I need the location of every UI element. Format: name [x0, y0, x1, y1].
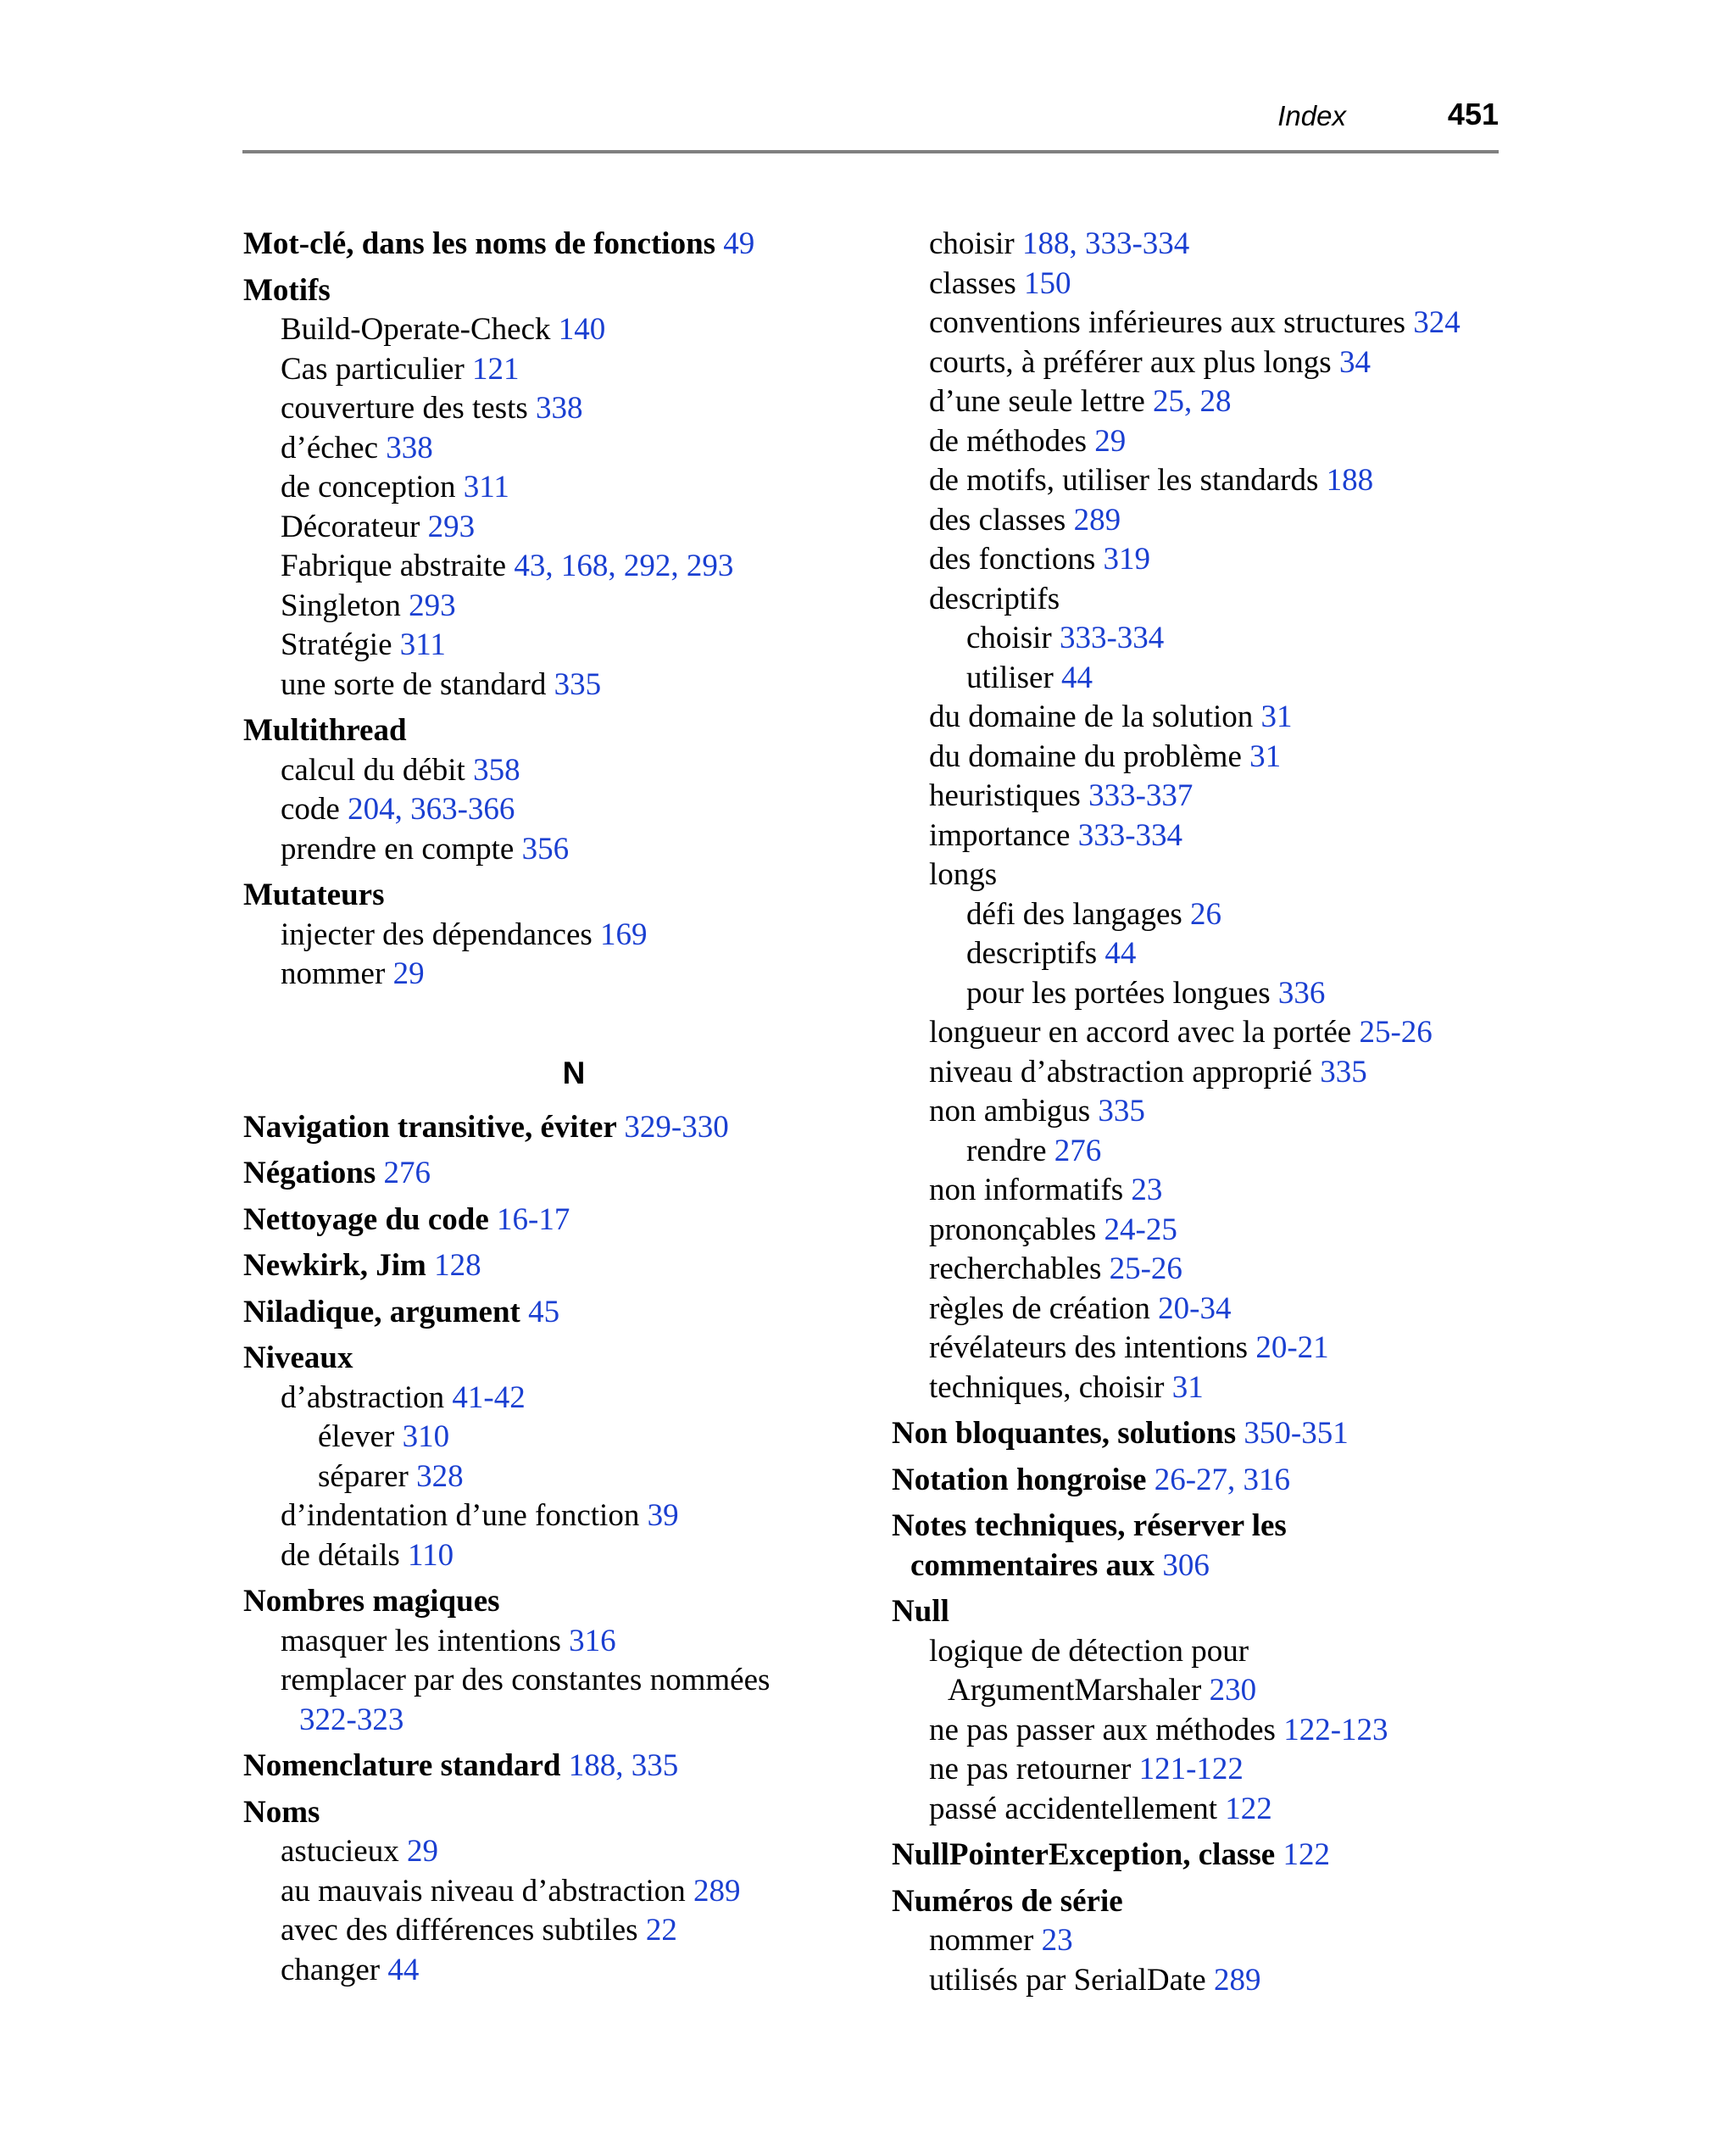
- index-term: du domaine de la solution: [929, 699, 1261, 734]
- index-term: injecter des dépendances: [281, 917, 601, 952]
- index-term: longueur en accord avec la portée: [929, 1015, 1360, 1050]
- index-term: Noms: [243, 1794, 320, 1830]
- page-refs[interactable]: 121-122: [1138, 1752, 1244, 1786]
- page-refs[interactable]: 230: [1209, 1673, 1257, 1708]
- index-term: choisir: [929, 226, 1022, 261]
- page-refs[interactable]: 350-351: [1244, 1416, 1349, 1451]
- index-term: élever: [318, 1419, 403, 1454]
- page-refs[interactable]: 311: [463, 470, 509, 504]
- page-refs[interactable]: 26: [1190, 896, 1222, 932]
- index-entry: [892, 1921, 1502, 1961]
- index-entry: [243, 1793, 854, 1833]
- page-refs[interactable]: 358: [473, 752, 520, 788]
- index-entry: [243, 1293, 854, 1333]
- page-refs[interactable]: 338: [386, 430, 433, 465]
- index-column-left: [243, 225, 854, 1990]
- index-entry: [243, 830, 854, 870]
- index-entry: [892, 738, 1502, 777]
- index-entry: [892, 501, 1502, 541]
- index-term: nommer: [929, 1923, 1042, 1958]
- index-entry: [243, 1339, 854, 1379]
- index-entry: [892, 1329, 1502, 1368]
- page-refs[interactable]: 22: [645, 1913, 677, 1948]
- index-term: commentaires aux: [910, 1547, 1163, 1583]
- index-entry: [243, 751, 854, 791]
- page-refs[interactable]: 140: [558, 312, 606, 347]
- index-entry: [243, 1418, 854, 1457]
- index-entry: [243, 468, 854, 508]
- page-refs[interactable]: 34: [1338, 344, 1371, 380]
- index-term: utilisés par SerialDate: [929, 1962, 1214, 1998]
- index-entry: [243, 1108, 854, 1148]
- index-term: règles de création: [929, 1290, 1159, 1326]
- index-term: Nombres magiques: [243, 1584, 500, 1619]
- index-entry: [892, 698, 1502, 738]
- index-entries-m: [243, 225, 854, 995]
- index-term: Numéros de série: [892, 1883, 1123, 1919]
- index-entry: [892, 1790, 1502, 1830]
- page-refs[interactable]: 293: [427, 509, 476, 544]
- page-refs[interactable]: 23: [1041, 1923, 1073, 1958]
- index-entry: [892, 225, 1502, 265]
- index-entry: [892, 382, 1502, 422]
- page-refs[interactable]: 122-123: [1283, 1712, 1388, 1747]
- index-term: descriptifs: [929, 581, 1060, 616]
- header-rule: [242, 150, 1499, 153]
- page-refs[interactable]: 26-27, 316: [1154, 1462, 1291, 1497]
- index-entry: [892, 1132, 1502, 1172]
- page-refs[interactable]: 324: [1413, 305, 1461, 340]
- page-refs[interactable]: 20-34: [1158, 1290, 1232, 1326]
- index-term: remplacer par des constantes nommées: [281, 1663, 771, 1697]
- index-term: classes: [929, 265, 1024, 301]
- index-term: Navigation transitive, éviter: [243, 1109, 625, 1145]
- page-refs[interactable]: 25-26: [1359, 1015, 1433, 1050]
- index-term: heuristiques: [929, 778, 1089, 813]
- index-term: logique de détection pour: [929, 1633, 1249, 1669]
- index-entry: [243, 790, 854, 830]
- index-entry: [892, 343, 1502, 383]
- index-term: descriptifs: [966, 936, 1105, 971]
- index-term: NullPointerException, classe: [892, 1837, 1283, 1872]
- index-term: Mutateurs: [243, 878, 385, 912]
- index-entry: [243, 711, 854, 751]
- index-entry: [892, 1211, 1502, 1251]
- index-term: Niladique, argument: [243, 1294, 529, 1329]
- page-refs[interactable]: 188, 333-334: [1021, 226, 1190, 261]
- index-entry: [892, 1092, 1502, 1132]
- index-entry: [892, 619, 1502, 659]
- page-number: 451: [1447, 97, 1499, 131]
- index-term: d’indentation d’une fonction: [281, 1498, 648, 1533]
- index-term: importance: [929, 817, 1078, 853]
- index-entry: [243, 626, 854, 666]
- index-term: passé accidentellement: [929, 1791, 1226, 1826]
- index-term: Newkirk, Jim: [243, 1248, 435, 1283]
- index-term: ArgumentMarshaler: [948, 1673, 1210, 1708]
- page-refs[interactable]: 333-337: [1088, 778, 1194, 813]
- index-term: de détails: [281, 1537, 409, 1573]
- index-entry: [892, 304, 1502, 343]
- index-entry: [892, 659, 1502, 699]
- index-entry: [243, 225, 854, 265]
- index-entry: [243, 1661, 854, 1701]
- index-term: Niveaux: [243, 1340, 353, 1375]
- page-refs[interactable]: 276: [383, 1156, 431, 1190]
- index-term: des classes: [929, 502, 1074, 538]
- index-term: des fonctions: [929, 542, 1104, 577]
- page-refs[interactable]: 29: [1094, 423, 1127, 459]
- index-term: longs: [929, 857, 998, 892]
- index-entry: [243, 1201, 854, 1240]
- page-refs[interactable]: 335: [554, 666, 602, 702]
- index-term: rendre: [966, 1133, 1054, 1168]
- index-entry: [892, 1632, 1502, 1672]
- index-term: courts, à préférer aux plus longs: [929, 344, 1339, 380]
- index-term: Stratégie: [281, 627, 400, 662]
- page-refs[interactable]: 122: [1225, 1791, 1272, 1826]
- index-entry: [243, 1496, 854, 1536]
- index-entry: [892, 1250, 1502, 1290]
- page-refs[interactable]: 338: [536, 391, 583, 426]
- index-term: de motifs, utiliser les standards: [929, 463, 1327, 498]
- letter-heading: N: [562, 1055, 586, 1090]
- index-entry: [892, 1961, 1502, 2001]
- index-entry: [892, 1592, 1502, 1632]
- index-term: de méthodes: [929, 423, 1095, 459]
- index-entry: [892, 1546, 1502, 1586]
- index-term: prononçables: [929, 1212, 1104, 1247]
- page-refs[interactable]: 31: [1249, 738, 1282, 774]
- index-term: avec des différences subtiles: [281, 1913, 646, 1948]
- index-entry: [243, 1951, 854, 1991]
- page-refs[interactable]: 128: [434, 1248, 481, 1283]
- index-entry: [892, 934, 1502, 974]
- index-entry: [892, 1290, 1502, 1329]
- index-entry: [892, 580, 1502, 620]
- page-refs[interactable]: 293: [409, 588, 456, 623]
- index-term: Singleton: [281, 588, 409, 623]
- index-term: Null: [892, 1594, 949, 1629]
- running-title: Index: [1277, 100, 1346, 131]
- page-refs[interactable]: 16-17: [497, 1201, 570, 1237]
- index-entry: [892, 855, 1502, 895]
- index-entry: [243, 1536, 854, 1576]
- index-term: utiliser: [966, 660, 1062, 695]
- index-entry: [892, 1507, 1502, 1546]
- index-entry: [243, 666, 854, 705]
- page-header: [242, 0, 1499, 154]
- index-entry: [892, 895, 1502, 935]
- page-refs[interactable]: 45: [528, 1294, 560, 1329]
- page-refs[interactable]: 335: [1320, 1054, 1367, 1090]
- index-entry: [243, 1379, 854, 1418]
- index-entry: [243, 429, 854, 469]
- index-entry: [243, 1832, 854, 1872]
- index-entry: [243, 350, 854, 390]
- index-entry: [243, 1701, 854, 1741]
- page-refs[interactable]: 356: [521, 831, 570, 867]
- index-entry: [243, 1872, 854, 1912]
- page-refs[interactable]: 322-323: [299, 1702, 404, 1737]
- index-entry: [892, 1882, 1502, 1922]
- index-entry: [892, 265, 1502, 304]
- page-refs[interactable]: 335: [1098, 1094, 1145, 1129]
- index-term: non informatifs: [929, 1173, 1132, 1207]
- index-entry: [243, 389, 854, 429]
- index-term: non ambigus: [929, 1094, 1099, 1129]
- page-refs[interactable]: 316: [569, 1623, 616, 1658]
- index-term: ne pas passer aux méthodes: [929, 1712, 1284, 1747]
- index-term: code: [281, 792, 348, 827]
- page-refs[interactable]: 310: [402, 1419, 450, 1454]
- page-refs[interactable]: 29: [406, 1834, 438, 1869]
- page-refs[interactable]: 29: [392, 956, 425, 991]
- page-refs[interactable]: 43, 168, 292, 293: [514, 549, 734, 583]
- page-refs[interactable]: 49: [723, 226, 755, 261]
- index-term: d’échec: [281, 430, 387, 465]
- index-column-right: [892, 225, 1502, 2000]
- index-entry: [892, 1171, 1502, 1211]
- page-refs[interactable]: 24-25: [1104, 1212, 1177, 1247]
- page-refs[interactable]: 204, 363-366: [348, 792, 515, 827]
- index-term: Notation hongroise: [892, 1462, 1155, 1497]
- index-term: défi des langages: [966, 896, 1191, 932]
- page-refs[interactable]: 39: [647, 1498, 679, 1533]
- index-term: Fabrique abstraite: [281, 549, 515, 583]
- index-entry: [892, 777, 1502, 816]
- page-refs[interactable]: 150: [1024, 265, 1071, 301]
- page-refs[interactable]: 188: [1326, 463, 1374, 498]
- index-entry: [243, 547, 854, 587]
- page-refs[interactable]: 328: [416, 1458, 464, 1494]
- index-entry: [892, 1836, 1502, 1875]
- index-entry: [892, 1414, 1502, 1454]
- index-entry: [243, 1622, 854, 1662]
- index-term: conventions inférieures aux structures: [929, 305, 1414, 340]
- index-entry: [243, 955, 854, 995]
- index-term: prendre en compte: [281, 831, 522, 867]
- index-term: choisir: [966, 621, 1060, 655]
- index-term: Mot-clé, dans les noms de fonctions: [243, 226, 724, 261]
- index-term: Motifs: [243, 272, 331, 308]
- page-refs[interactable]: 44: [1104, 936, 1137, 971]
- page-refs[interactable]: 188, 335: [568, 1748, 679, 1783]
- index-term: changer: [281, 1952, 388, 1987]
- index-term: ne pas retourner: [929, 1752, 1139, 1786]
- page-refs[interactable]: 336: [1277, 975, 1326, 1011]
- index-term: Décorateur: [281, 509, 428, 544]
- index-entry: [243, 587, 854, 627]
- index-entry: [243, 271, 854, 311]
- index-term: Nettoyage du code: [243, 1201, 498, 1237]
- page-refs[interactable]: 25, 28: [1153, 384, 1232, 419]
- index-term: une sorte de standard: [281, 666, 554, 702]
- index-term: Négations: [243, 1156, 384, 1190]
- index-term: couverture des tests: [281, 391, 537, 426]
- page-refs[interactable]: 289: [1073, 502, 1121, 538]
- page-refs[interactable]: 31: [1260, 699, 1293, 734]
- index-term: Build-Operate-Check: [281, 312, 559, 347]
- page-refs[interactable]: 276: [1054, 1133, 1102, 1168]
- index-term: nommer: [281, 956, 393, 991]
- page-refs[interactable]: 319: [1103, 542, 1151, 577]
- index-term: Non bloquantes, solutions: [892, 1416, 1244, 1451]
- index-term: astucieux: [281, 1834, 407, 1869]
- index-term: recherchables: [929, 1251, 1110, 1286]
- index-entry: [892, 1461, 1502, 1501]
- index-term: pour les portées longues: [966, 975, 1278, 1011]
- page-refs[interactable]: 306: [1162, 1547, 1210, 1583]
- page-refs[interactable]: 121: [472, 351, 520, 387]
- index-entry: [243, 1911, 854, 1951]
- index-term: au mauvais niveau d’abstraction: [281, 1873, 693, 1909]
- index-term: séparer: [318, 1458, 417, 1494]
- index-entry: [243, 916, 854, 956]
- index-term: Multithread: [243, 713, 407, 748]
- index-entry: [892, 816, 1502, 856]
- index-entry: [243, 1457, 854, 1497]
- index-entry: [892, 1671, 1502, 1711]
- index-term: masquer les intentions: [281, 1623, 570, 1658]
- page-refs[interactable]: 169: [600, 917, 648, 952]
- page-refs[interactable]: 289: [693, 1873, 741, 1909]
- page-refs[interactable]: 333-334: [1059, 621, 1165, 655]
- page-refs[interactable]: 44: [1061, 660, 1093, 695]
- index-entry: [892, 1053, 1502, 1093]
- page-refs[interactable]: 122: [1283, 1837, 1330, 1872]
- index-term: de conception: [281, 470, 464, 504]
- index-term: d’abstraction: [281, 1379, 453, 1415]
- index-term: du domaine du problème: [929, 738, 1250, 774]
- page-refs[interactable]: 289: [1213, 1962, 1261, 1998]
- index-term: techniques, choisir: [929, 1369, 1172, 1405]
- index-entries-n: [243, 1108, 854, 1991]
- index-entry: [892, 422, 1502, 462]
- index-entry: [243, 1747, 854, 1786]
- page-refs[interactable]: 31: [1171, 1369, 1204, 1405]
- index-term: Cas particulier: [281, 351, 473, 387]
- page-refs[interactable]: 110: [408, 1537, 454, 1573]
- index-term: Notes techniques, réserver les: [892, 1508, 1287, 1543]
- index-entry: [243, 1246, 854, 1286]
- index-term: Nomenclature standard: [243, 1748, 569, 1783]
- index-entry: [892, 1368, 1502, 1408]
- index-entry: [243, 1154, 854, 1194]
- page-refs[interactable]: 23: [1131, 1173, 1163, 1207]
- index-entry: [892, 1013, 1502, 1053]
- index-entry: [892, 461, 1502, 501]
- index-entry: [243, 1582, 854, 1622]
- index-term: révélateurs des intentions: [929, 1330, 1256, 1365]
- index-entry: [243, 310, 854, 350]
- page-refs[interactable]: 311: [399, 627, 446, 662]
- page-refs[interactable]: 25-26: [1109, 1251, 1182, 1286]
- index-entry: [892, 540, 1502, 580]
- index-entry: [892, 974, 1502, 1014]
- page-refs[interactable]: 20-21: [1255, 1330, 1329, 1365]
- index-entry: [243, 876, 854, 916]
- index-term: niveau d’abstraction approprié: [929, 1054, 1321, 1090]
- page-refs[interactable]: 329-330: [624, 1109, 729, 1145]
- page-refs[interactable]: 41-42: [452, 1379, 526, 1415]
- index-entries-n-continued: [892, 225, 1502, 2000]
- index-entry: [243, 508, 854, 548]
- index-term: calcul du débit: [281, 752, 474, 788]
- page-refs[interactable]: 333-334: [1077, 817, 1183, 853]
- index-term: d’une seule lettre: [929, 384, 1154, 419]
- page-refs[interactable]: 44: [387, 1952, 420, 1987]
- index-entry: [892, 1711, 1502, 1751]
- index-entry: [892, 1750, 1502, 1790]
